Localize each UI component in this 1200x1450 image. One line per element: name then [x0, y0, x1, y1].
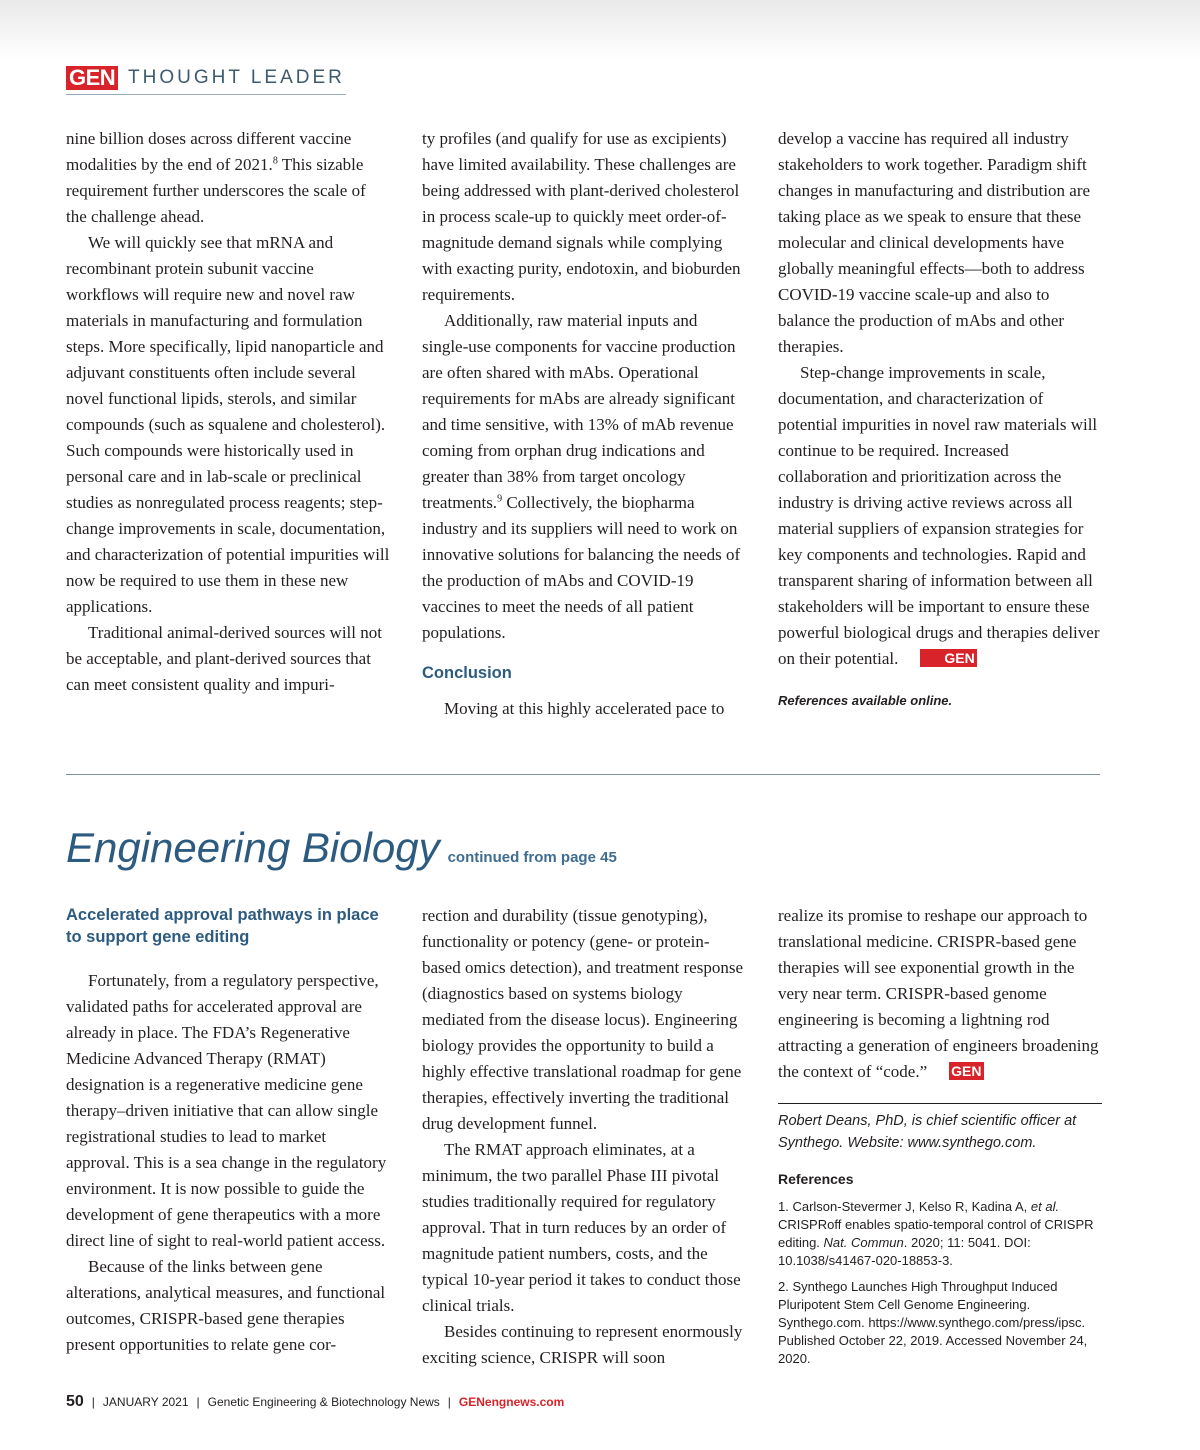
section-divider	[66, 774, 1100, 775]
page-footer: 50 | JANUARY 2021 | Genetic Engineering & Biotechnology News | GENengnews.com	[66, 1393, 565, 1410]
article2-column-2	[422, 903, 746, 1371]
footnote-ref: 8	[272, 155, 278, 167]
paragraph: realize its promise to reshape our approach to translational medicine. CRISPR-based gene therapies will see exponential growth in the very near term. CRISPR-based genome engineering is becoming a lightning rod attracting a generation of engineers broadening the context of “code.” GEN	[778, 906, 1099, 1081]
paragraph: Additionally, raw material inputs and single-use components for vaccine production are often shared with mAbs. Operational requirements for mAbs are already significant and time sensitive, with 13% of mAb revenue coming from orphan drug indications and greater than 38% from target oncology treatments.$^9$ Collectively, the biopharma industry and its suppliers will need to work on innovative solutions for balancing the needs of the production of mAbs and COVID-19 vaccines to meet the needs of all patient populations.	[422, 311, 741, 642]
paragraph: We will quickly see that mRNA and recombinant protein subunit vaccine workflows will require new and novel raw materials in manufacturing and formulation steps. More specifically, lipid nanoparticle and adjuvant constituents often include several novel functional lipids, sterols, and similar compounds (such as squalene and cholesterol). Such compounds were historically used in personal care and in lab-scale or preclinical studies as nonregulated process reagents; step-change improvements in scale, documentation, and characterization of potential impurities will now be required to use them in these new applications.	[66, 233, 390, 616]
article1-column-1	[66, 126, 390, 698]
references-heading: References	[778, 1171, 854, 1187]
section-header	[66, 64, 346, 95]
paragraph: Besides continuing to represent enormously exciting science, CRISPR will soon	[422, 1322, 743, 1367]
paragraph: Fortunately, from a regulatory perspective, validated paths for accelerated approval are already in place. The FDA’s Regenerative Medicine Advanced Therapy (RMAT) designation is a regenerative medicine gene therapy–driven initiative that can allow single registrational studies to lead to market approval. This is a sea change in the regulatory environment. It is now possible to guide the development of gene therapeutics with a more direct line of sight to real-world patient access.	[66, 971, 387, 1250]
paragraph: Traditional animal-derived sources will not be acceptable, and plant-derived sources that can meet consistent quality and impuri-	[66, 623, 382, 694]
article1-column-3	[778, 126, 1102, 714]
author-bio: Robert Deans, PhD, is chief scientific officer at Synthego. Website: www.synthego.com.	[778, 1113, 1077, 1151]
article1-column-2	[422, 126, 746, 722]
paragraph: nine billion doses across different vaccine modalities by the end of 2021.$^8$ This sizable requirement further underscores the scale of the challenge ahead.	[66, 129, 366, 226]
article-title: Engineering Biology continued from page 45	[66, 824, 617, 871]
references-note: References available online.	[778, 693, 953, 708]
paragraph: Moving at this highly accelerated pace to	[444, 699, 725, 718]
section-title: THOUGHT LEADER	[128, 67, 345, 88]
gen-logo: GEN	[66, 66, 118, 90]
top-shade	[0, 0, 1200, 60]
paragraph: rection and durability (tissue genotyping), functionality or potency (gene- or protein-based omics detection), and treatment response (diagnostics based on systems biology mediated from the disease locus). Engineering biology provides the opportunity to build a highly effective translational roadmap for gene therapies, effectively inverting the traditional drug development funnel.	[422, 906, 743, 1133]
gen-end-mark: GEN	[920, 649, 976, 667]
article2-column-1	[66, 904, 390, 1358]
issue-date: JANUARY 2021	[102, 1395, 189, 1409]
reference-item: 2. Synthego Launches High Throughput Induced Pluripotent Stem Cell Genome Engineering. Synthego.com. https://www.synthego.com/press/ipsc. Published October 22, 2019. Accessed November 24, 2020.	[778, 1279, 1088, 1366]
publication-name: Genetic Engineering & Biotechnology News	[207, 1395, 440, 1409]
continued-note: continued from page 45	[447, 849, 617, 866]
paragraph: develop a vaccine has required all industry stakeholders to work together. Paradigm shift changes in manufacturing and distribution are taking place as we speak to ensure that these molecular and clinical developments have globally meaningful effects—both to address COVID-19 vaccine scale-up and also to balance the production of mAbs and other therapies.	[778, 129, 1091, 356]
bio-divider	[778, 1103, 1102, 1104]
paragraph: Step-change improvements in scale, documentation, and characterization of potential impurities in novel raw materials will continue to be required. Increased collaboration and prioritization across the industry is driving active reviews across all material suppliers of expansion strategies for key components and technologies. Rapid and transparent sharing of information between all stakeholders will be important to ensure these powerful biological drugs and therapies deliver on their potential. GEN	[778, 363, 1100, 668]
paragraph: ty profiles (and qualify for use as excipients) have limited availability. These challenges are being addressed with plant-derived cholesterol in process scale-up to quickly meet order-of-magnitude demand signals while complying with exacting purity, endotoxin, and bioburden requirements.	[422, 129, 741, 304]
website-link[interactable]: GENengnews.com	[458, 1395, 565, 1409]
paragraph: Because of the links between gene alterations, analytical measures, and functional outcomes, CRISPR-based gene therapies present opportunities to relate gene cor-	[66, 1257, 386, 1354]
paragraph: The RMAT approach eliminates, at a minimum, the two parallel Phase III pivotal studies traditionally required for regulatory approval. That in turn reduces by an order of magnitude patient numbers, costs, and the typical 10-year period it takes to conduct those clinical trials.	[422, 1140, 741, 1315]
gen-end-mark: GEN	[951, 1063, 982, 1079]
footnote-ref: 9	[497, 493, 503, 505]
section-heading: Accelerated approval pathways in place to support gene editing	[66, 906, 379, 946]
article2-column-3	[778, 903, 1102, 1368]
reference-item: 1. Carlson-Stevermer J, Kelso R, Kadina A, et al. CRISPRoff enables spatio-temporal control of CRISPR editing. Nat. Commun. 2020; 11: 5041. DOI: 10.1038/s41467-020-18853-3.	[778, 1199, 1094, 1268]
conclusion-heading: Conclusion	[422, 664, 512, 682]
page-number: 50	[66, 1393, 84, 1410]
